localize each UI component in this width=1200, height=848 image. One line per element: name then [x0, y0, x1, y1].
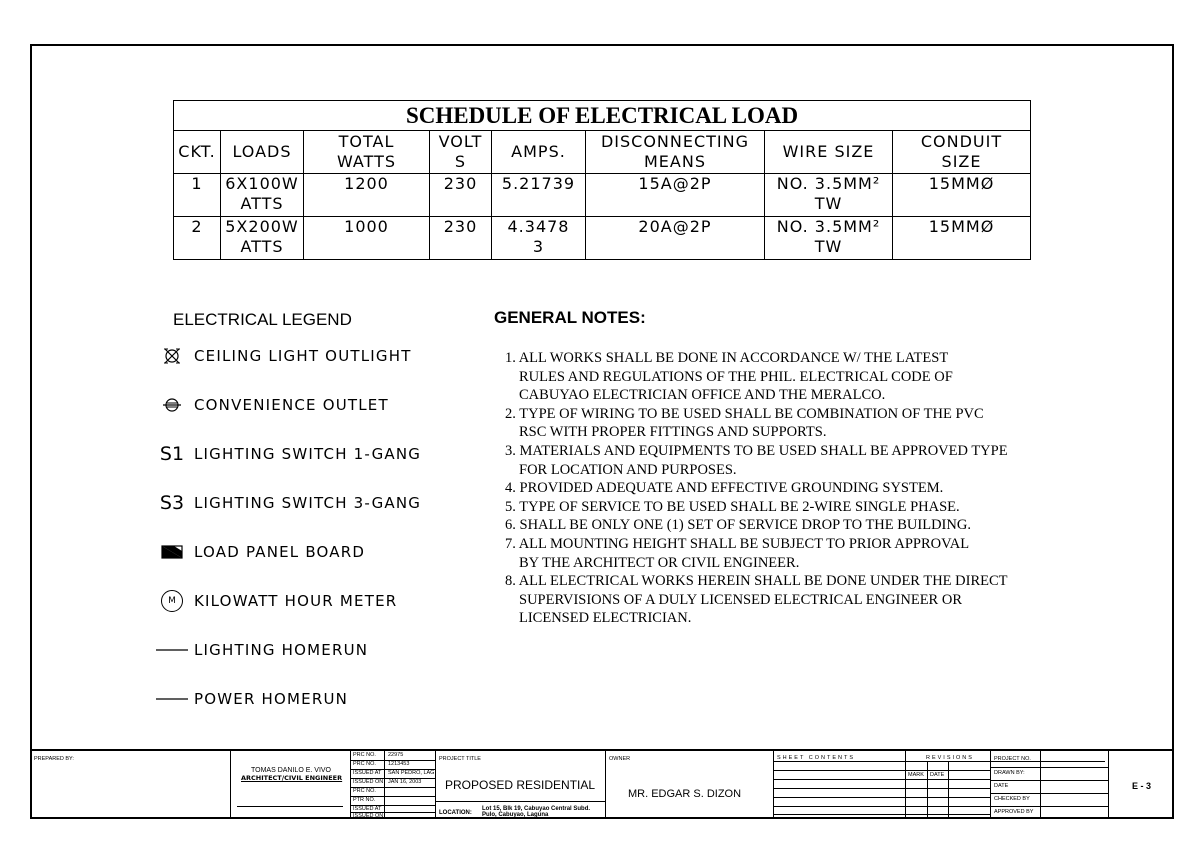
legend-label: CEILING LIGHT OUTLIGHT — [194, 347, 412, 365]
note-item: 3. MATERIALS AND EQUIPMENTS TO BE USED SHALL BE APPROVED TYPE FOR LOCATION AND PURPOSES. — [505, 442, 1008, 478]
data-cell: 1 — [174, 174, 221, 217]
note-item: 1. ALL WORKS SHALL BE DONE IN ACCORDANCE W/ THE LATEST RULES AND REGULATIONS OF THE PHIL. ELECTRICAL CODE OF CABUYAO ELECTRICIAN OFFICE AND THE MERALCO. — [505, 350, 953, 404]
location-line1: Lot 15, Blk 19, Cabuyao Central Subd. — [482, 806, 591, 812]
schedule-title: SCHEDULE OF ELECTRICAL LOAD — [174, 101, 1031, 131]
notes-title: GENERAL NOTES: — [494, 308, 646, 327]
prc-label: ISSUED AT — [353, 770, 382, 776]
header-cell: TOTAL WATTS — [304, 131, 430, 174]
legend-label: LIGHTING SWITCH 1-GANG — [194, 445, 422, 463]
location-line2: Pulo, Cabuyao, Laguna — [482, 812, 549, 818]
legend-item — [155, 638, 368, 662]
project-no-label: PROJECT NO. — [994, 756, 1031, 762]
schedule-header-row — [174, 131, 1031, 174]
header-cell: DISCONNECTING MEANS — [586, 131, 765, 174]
lighting-homerun-line-icon — [155, 638, 189, 662]
data-cell: 1200 — [304, 174, 430, 217]
switch-1-gang-icon: S1 — [159, 443, 185, 465]
data-cell: 15A@2P — [586, 174, 765, 217]
data-cell: 4.3478 3 — [492, 217, 586, 260]
owner-label: OWNER — [609, 756, 631, 762]
prc-value: 1213453 — [388, 761, 410, 767]
data-cell: NO. 3.5MM² TW — [765, 217, 893, 260]
switch-3-gang-icon: S3 — [159, 492, 185, 514]
header-cell: VOLT S — [430, 131, 492, 174]
title-block — [30, 749, 1174, 819]
checked-by-label: CHECKED BY — [994, 796, 1030, 802]
legend-label: POWER HOMERUN — [194, 690, 349, 708]
schedule-table — [173, 100, 1031, 260]
prc-label: PTR NO. — [353, 797, 376, 803]
prc-label: ISSUED AT — [353, 806, 382, 812]
prc-label: PRC NO. — [353, 788, 376, 794]
approved-by-label: APPROVED BY — [994, 809, 1034, 815]
legend-item — [155, 687, 348, 711]
owner-name: MR. EDGAR S. DIZON — [628, 788, 742, 800]
prc-label: ISSUED ON — [353, 813, 384, 819]
note-item: 5. TYPE OF SERVICE TO BE USED SHALL BE 2-WIRE SINGLE PHASE. — [505, 498, 960, 515]
data-cell: NO. 3.5MM² TW — [765, 174, 893, 217]
legend-item — [155, 442, 421, 466]
date-label: DATE — [930, 772, 945, 778]
note-item: 8. ALL ELECTRICAL WORKS HEREIN SHALL BE DONE UNDER THE DIRECT SUPERVISIONS OF A DULY LICENSED ELECTRICAL ENGINEER OR LICENSED ELECTRICIAN. — [505, 573, 1008, 627]
header-cell: WIRE SIZE — [765, 131, 893, 174]
note-item: 6. SHALL BE ONLY ONE (1) SET OF SERVICE DROP TO THE BUILDING. — [505, 517, 971, 534]
data-cell: 2 — [174, 217, 221, 260]
preparer-title: ARCHITECT/CIVIL ENGINEER — [241, 774, 343, 782]
prepared-by-label: PREPARED BY: — [34, 756, 74, 762]
legend-label: LIGHTING SWITCH 3-GANG — [194, 494, 422, 512]
project-title: PROPOSED RESIDENTIAL — [445, 778, 596, 792]
header-cell: CKT. — [174, 131, 221, 174]
revisions-label: REVISIONS — [926, 755, 974, 761]
prc-value: SAN PEDRO, LAG. — [388, 770, 436, 776]
data-cell: 15MMØ — [893, 174, 1031, 217]
location-label: LOCATION: — [439, 810, 472, 816]
data-cell: 15MMØ — [893, 217, 1031, 260]
header-cell: CONDUIT SIZE — [893, 131, 1031, 174]
note-item: 2. TYPE OF WIRING TO BE USED SHALL BE COMBINATION OF THE PVC RSC WITH PROPER FITTINGS AND SUPPORTS. — [505, 405, 984, 441]
note-item: 4. PROVIDED ADEQUATE AND EFFECTIVE GROUNDING SYSTEM. — [505, 480, 944, 497]
prc-value: JAN 16, 2003 — [388, 779, 422, 785]
kilowatt-hour-meter-icon: M — [155, 589, 189, 613]
legend-item — [155, 344, 412, 368]
note-item: 7. ALL MOUNTING HEIGHT SHALL BE SUBJECT TO PRIOR APPROVAL BY THE ARCHITECT OR CIVIL ENGINEER. — [505, 535, 970, 571]
notes-list — [505, 349, 1008, 628]
prc-label: ISSUED ON — [353, 779, 384, 785]
ceiling-light-outlet-icon — [155, 344, 189, 368]
legend-label: LIGHTING HOMERUN — [194, 641, 369, 659]
prc-value: 22975 — [388, 752, 404, 758]
data-cell: 5X200W ATTS — [221, 217, 304, 260]
legend-title: ELECTRICAL LEGEND — [173, 310, 352, 329]
legend-label: CONVENIENCE OUTLET — [194, 396, 389, 414]
legend-item — [155, 393, 389, 417]
legend-item — [155, 589, 397, 613]
legend-item — [155, 491, 421, 515]
data-cell: 1000 — [304, 217, 430, 260]
legend-item — [155, 540, 365, 564]
data-cell: 230 — [430, 217, 492, 260]
data-cell: 6X100W ATTS — [221, 174, 304, 217]
mark-label: MARK — [908, 772, 924, 778]
preparer-name: TOMAS DANILO E. VIVO — [251, 767, 332, 774]
prc-label: PRC NO. — [353, 752, 376, 758]
load-panel-board-icon — [155, 540, 189, 564]
legend-label: LOAD PANEL BOARD — [194, 543, 366, 561]
date-field-label: DATE — [994, 783, 1009, 789]
project-title-label: PROJECT TITLE — [439, 756, 481, 762]
legend-label: KILOWATT HOUR METER — [194, 592, 398, 610]
drawn-by-label: DRAWN BY: — [994, 770, 1025, 776]
data-cell: 5.21739 — [492, 174, 586, 217]
table-row — [174, 217, 1031, 260]
power-homerun-line-icon — [155, 687, 189, 711]
convenience-outlet-icon — [155, 393, 189, 417]
data-cell: 20A@2P — [586, 217, 765, 260]
header-cell: AMPS. — [492, 131, 586, 174]
table-row — [174, 174, 1031, 217]
data-cell: 230 — [430, 174, 492, 217]
sheet-number: E - 3 — [1132, 781, 1152, 791]
header-cell: LOADS — [221, 131, 304, 174]
prc-label: PRC NO. — [353, 761, 376, 767]
sheet-contents-label: SHEET CONTENTS — [777, 755, 856, 761]
